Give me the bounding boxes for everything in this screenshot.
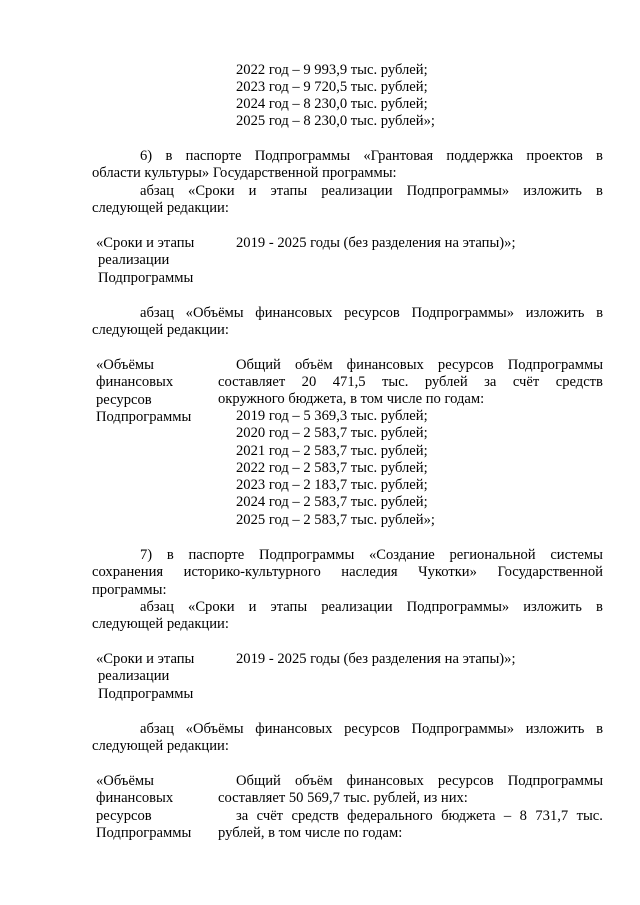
word: счёт: [512, 374, 540, 390]
word: этапы: [270, 183, 308, 199]
word: 6): [140, 148, 153, 164]
word: системы: [550, 547, 603, 563]
word: Подпрограммы: [507, 773, 603, 789]
item6-line2: области культуры» Государственной программы:: [92, 165, 397, 181]
word: тыс.: [576, 808, 603, 824]
item7-abzac1: [140, 599, 603, 616]
item6-abzac2-line2: следующей редакции:: [92, 322, 229, 338]
word: изложить: [523, 183, 582, 199]
label-line: финансовых: [96, 374, 174, 391]
word: этапы: [270, 599, 308, 615]
item6-abzac1: [140, 183, 603, 200]
word: в: [596, 599, 603, 615]
word: изложить: [525, 721, 585, 737]
word: Государственной: [497, 564, 603, 580]
item7-line3: программы:: [92, 582, 167, 598]
word: Подпрограммы»: [406, 183, 510, 199]
item6-fin-label: [96, 357, 226, 426]
item7-line1: [140, 547, 603, 564]
word: «Объёмы: [185, 721, 244, 737]
word: ресурсов: [344, 305, 400, 321]
word: 8: [519, 808, 527, 824]
word: 7): [140, 547, 153, 563]
word: абзац: [140, 721, 174, 737]
label-line: Подпрограммы: [98, 685, 194, 702]
word: изложить: [525, 305, 585, 321]
word: реализации: [321, 599, 393, 615]
label-line: реализации: [98, 252, 170, 269]
item7-fin-line4: рублей, в том числе по годам:: [218, 825, 403, 841]
word: сохранения: [92, 564, 164, 580]
word: в: [596, 305, 603, 321]
word: за: [236, 808, 249, 824]
word: ресурсов: [344, 721, 400, 737]
word: финансовых: [255, 305, 333, 321]
label-line: Подпрограммы: [96, 408, 192, 425]
word: объём: [294, 773, 333, 789]
item7-fin-line2: составляет 50 569,7 тыс. рублей, из них:: [218, 790, 468, 806]
word: составляет: [218, 374, 286, 390]
label-line: «Сроки и этапы: [96, 651, 195, 667]
word: Общий: [236, 773, 281, 789]
word: Подпрограммы»: [411, 305, 515, 321]
item6-terms-label: [96, 235, 226, 287]
item7-terms-value: 2019 - 2025 годы (без разделения на этапы)»;: [236, 651, 516, 667]
label-line: «Объёмы: [96, 773, 154, 789]
label-line: реализации: [98, 668, 170, 685]
word: средств: [555, 374, 603, 390]
word: за: [484, 374, 497, 390]
word: в: [596, 721, 603, 737]
word: проектов: [526, 148, 583, 164]
word: ресурсов: [437, 357, 494, 373]
word: абзац: [140, 305, 174, 321]
word: финансовых: [346, 773, 424, 789]
word: в: [596, 183, 603, 199]
word: ресурсов: [437, 773, 494, 789]
word: в: [596, 148, 603, 164]
year-line: 2019 год – 5 369,3 тыс. рублей;: [236, 408, 428, 424]
word: 20: [301, 374, 317, 390]
word: Подпрограммы»: [411, 721, 515, 737]
word: Общий: [236, 357, 281, 373]
item6-abzac1-line2: следующей редакции:: [92, 200, 229, 216]
label-line: Подпрограммы: [98, 269, 194, 286]
word: в: [165, 148, 173, 164]
item6-terms-value: 2019 - 2025 годы (без разделения на этапы)»;: [236, 235, 516, 251]
item7-fin-line1: [236, 773, 603, 790]
item6-fin-line3: окружного бюджета, в том числе по годам:: [218, 391, 485, 407]
item7-abzac2-line2: следующей редакции:: [92, 738, 229, 754]
year-line: 2025 год – 8 230,0 тыс. рублей»;: [236, 113, 435, 129]
year-line: 2024 год – 2 583,7 тыс. рублей;: [236, 494, 428, 510]
label-line: «Сроки и этапы: [96, 235, 195, 251]
word: паспорте: [185, 148, 242, 164]
word: изложить: [523, 599, 582, 615]
item6-abzac2: [140, 305, 603, 322]
word: абзац: [140, 183, 174, 199]
word: Подпрограммы: [258, 547, 355, 563]
word: реализации: [321, 183, 393, 199]
year-line: 2023 год – 9 720,5 тыс. рублей;: [236, 79, 428, 95]
word: Подпрограммы: [507, 357, 603, 373]
year-line: 2023 год – 2 183,7 тыс. рублей;: [236, 477, 428, 493]
word: рублей: [424, 374, 468, 390]
word: паспорте: [188, 547, 245, 563]
word: «Создание: [368, 547, 435, 563]
word: «Объёмы: [185, 305, 244, 321]
word: наследия: [341, 564, 398, 580]
year-line: 2024 год – 8 230,0 тыс. рублей;: [236, 96, 428, 112]
word: средств: [291, 808, 339, 824]
word: «Грантовая: [363, 148, 434, 164]
word: федерального: [347, 808, 433, 824]
word: в: [166, 547, 174, 563]
word: Подпрограммы»: [406, 599, 510, 615]
word: и: [248, 183, 257, 199]
year-line: 2020 год – 2 583,7 тыс. рублей;: [236, 425, 428, 441]
word: счёт: [256, 808, 284, 824]
item7-fin-label: [96, 773, 226, 842]
label-line: «Объёмы: [96, 357, 154, 373]
word: и: [248, 599, 257, 615]
year-line: 2021 год – 2 583,7 тыс. рублей;: [236, 443, 428, 459]
word: –: [503, 808, 512, 824]
item7-fin-line3: [236, 808, 603, 825]
word: Подпрограммы: [254, 148, 351, 164]
year-line: 2025 год – 2 583,7 тыс. рублей»;: [236, 512, 435, 528]
word: абзац: [140, 599, 174, 615]
label-line: ресурсов: [96, 807, 152, 824]
item6-fin-line1: [236, 357, 603, 374]
item7-abzac2: [140, 721, 603, 738]
year-line: 2022 год – 9 993,9 тыс. рублей;: [236, 62, 428, 78]
label-line: ресурсов: [96, 391, 152, 408]
item6-fin-line2: [218, 374, 603, 391]
label-line: Подпрограммы: [96, 824, 192, 841]
word: поддержка: [446, 148, 514, 164]
word: финансовых: [346, 357, 424, 373]
word: «Сроки: [188, 599, 235, 615]
word: региональной: [449, 547, 536, 563]
item6-line1: [140, 148, 603, 165]
label-line: финансовых: [96, 790, 174, 807]
item7-terms-label: [96, 651, 226, 703]
word: 731,7: [535, 808, 569, 824]
word: историко-культурного: [183, 564, 321, 580]
word: Чукотки»: [418, 564, 477, 580]
word: финансовых: [255, 721, 333, 737]
word: объём: [294, 357, 333, 373]
word: 471,5: [332, 374, 366, 390]
item7-abzac1-line2: следующей редакции:: [92, 616, 229, 632]
word: бюджета: [441, 808, 496, 824]
item7-line2: [92, 564, 603, 581]
word: тыс.: [382, 374, 409, 390]
word: «Сроки: [188, 183, 235, 199]
year-line: 2022 год – 2 583,7 тыс. рублей;: [236, 460, 428, 476]
